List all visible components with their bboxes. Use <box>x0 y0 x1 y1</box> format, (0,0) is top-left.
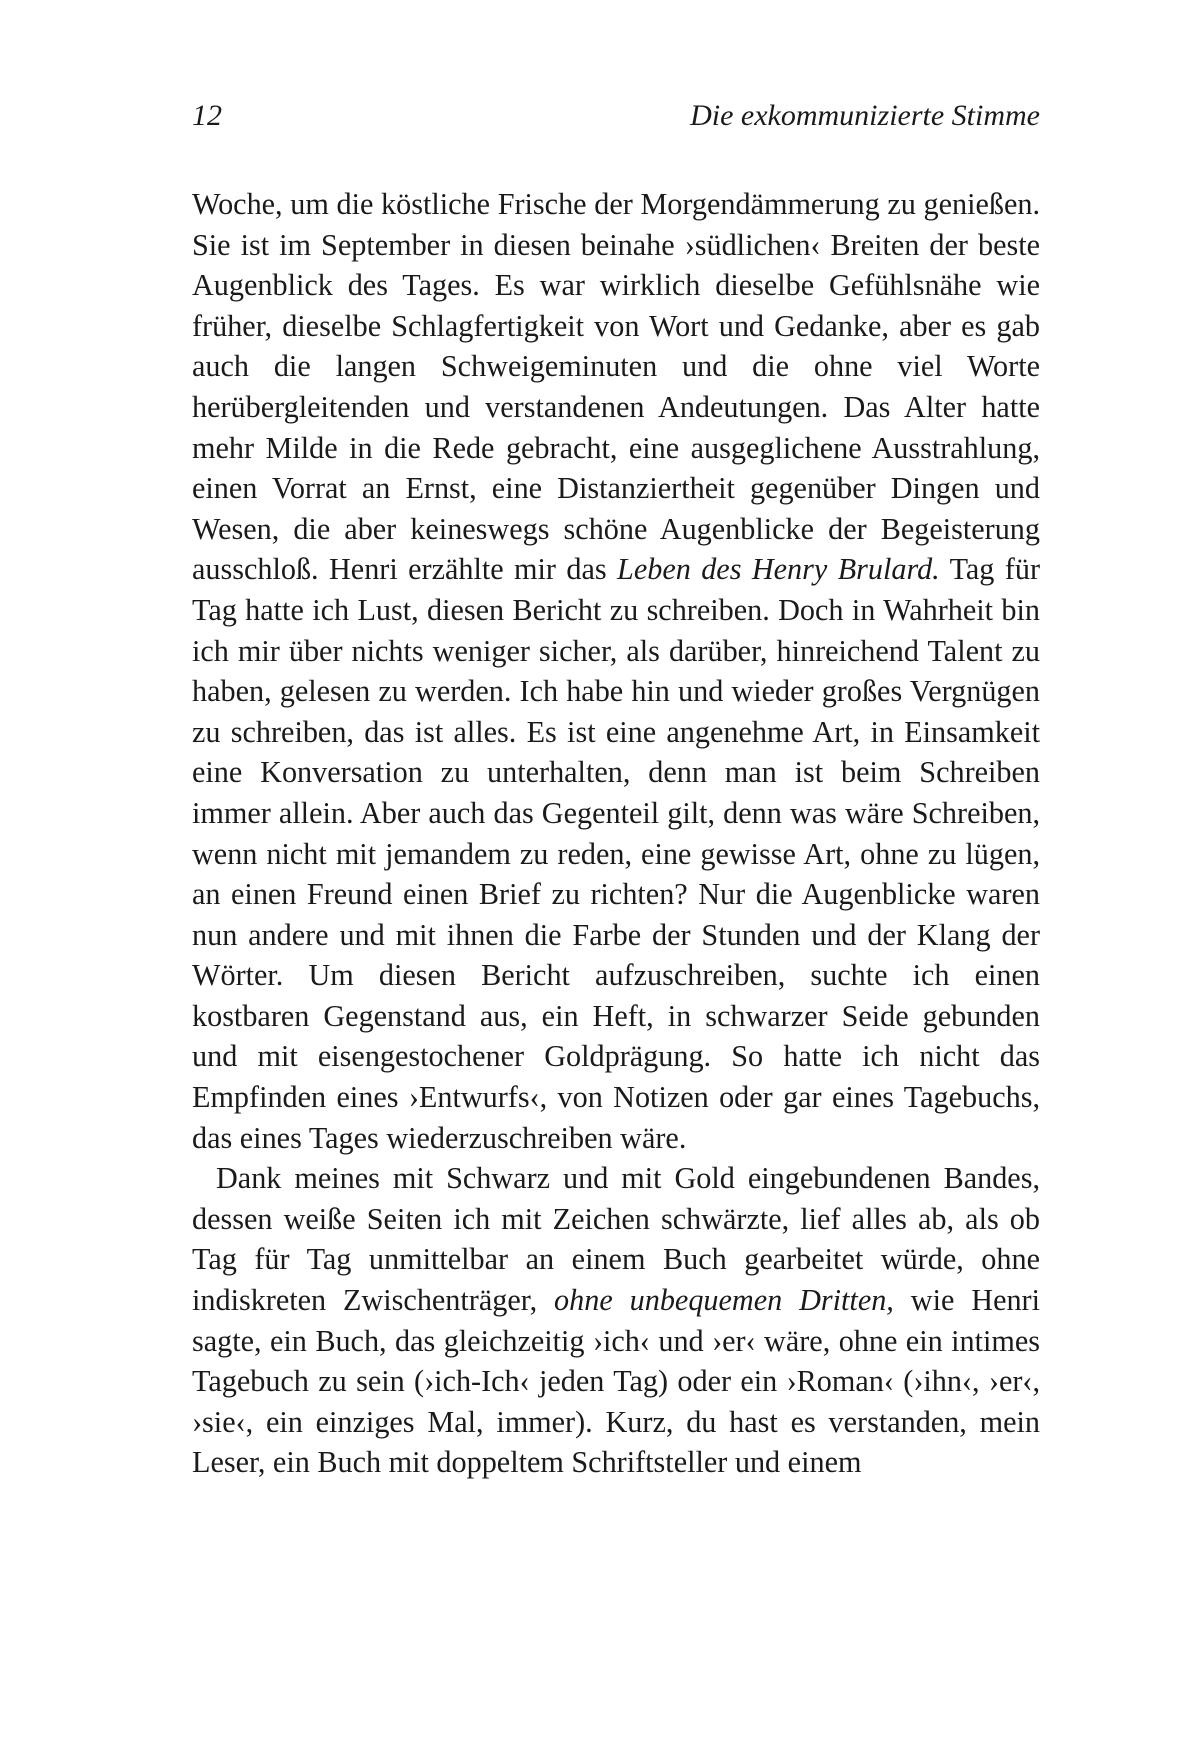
paragraph-2-text-a: Dank meines mit Schwarz und mit Gold eingebundenen Bandes, dessen weiße Seiten ich mit Zeichen schwärzte, lief alles ab, als ob Tag für Tag unmittelbar an einem Buch gearbeitet würde, ohne indiskreten Zwischenträger, <box>192 1161 1040 1318</box>
paragraph-1 <box>192 184 1040 1158</box>
running-head <box>192 96 1040 136</box>
paragraph-2 <box>192 1158 1040 1483</box>
book-title-henry-brulard: Leben des Henry Brulard. <box>617 552 940 587</box>
paragraph-2-text-b: wie Henri sagte, ein Buch, das gleichzeitig ›ich‹ und ›er‹ wäre, ohne ein intimes Tagebuch zu sein (›ich-Ich‹ jeden Tag) oder ein ›Roman‹ (›ihn‹, ›er‹, ›sie‹, ein einziges Mal, immer). Kurz, du hast es verstanden, mein Leser, ein Buch mit doppeltem Schriftsteller und einem <box>192 1283 1040 1480</box>
body-text <box>192 184 1040 1483</box>
paragraph-1-text-b: Tag für Tag hatte ich Lust, diesen Bericht zu schreiben. Doch in Wahrheit bin ich mir über nichts weniger sicher, als darüber, hinreichend Talent zu haben, gelesen zu werden. Ich habe hin und wieder großes Vergnügen zu schreiben, das ist alles. Es ist eine angenehme Art, in Einsamkeit eine Konversation zu unterhalten, denn man ist beim Schreiben immer allein. Aber auch das Gegenteil gilt, denn was wäre Schreiben, wenn nicht mit jemandem zu reden, eine gewisse Art, ohne zu lügen, an einen Freund einen Brief zu richten? Nur die Augenblicke waren nun andere und mit ihnen die Farbe der Stunden und der Klang der Wörter. Um diesen Bericht aufzuschreiben, suchte ich einen kostbaren Gegenstand aus, ein Heft, in schwarzer Seide gebunden und mit eisengestochener Goldprägung. So hatte ich nicht das Empfinden eines ›Entwurfs‹, von Notizen oder gar eines Tagebuchs, das eines Tages wiederzuschreiben wäre. <box>192 552 1040 1155</box>
emphasis-ohne-dritten: ohne unbequemen Dritten, <box>554 1283 894 1318</box>
page-number: 12 <box>192 99 222 132</box>
running-title: Die exkommunizierte Stimme <box>690 99 1040 132</box>
paragraph-1-text-a: Woche, um die köstliche Frische der Morgendämmerung zu genießen. Sie ist im September in diesen beinahe ›südlichen‹ Breiten der beste Augenblick des Tages. Es war wirklich dieselbe Gefühlsnähe wie früher, dieselbe Schlagfertigkeit von Wort und Gedanke, aber es gab auch die langen Schweigeminuten und die ohne viel Worte herübergleitenden und verstandenen Andeutungen. Das Alter hatte mehr Milde in die Rede gebracht, eine ausgeglichene Ausstrahlung, einen Vorrat an Ernst, eine Distanziertheit gegenüber Dingen und Wesen, die aber keineswegs schöne Augenblicke der Begeisterung ausschloß. Henri erzählte mir das <box>192 187 1040 587</box>
